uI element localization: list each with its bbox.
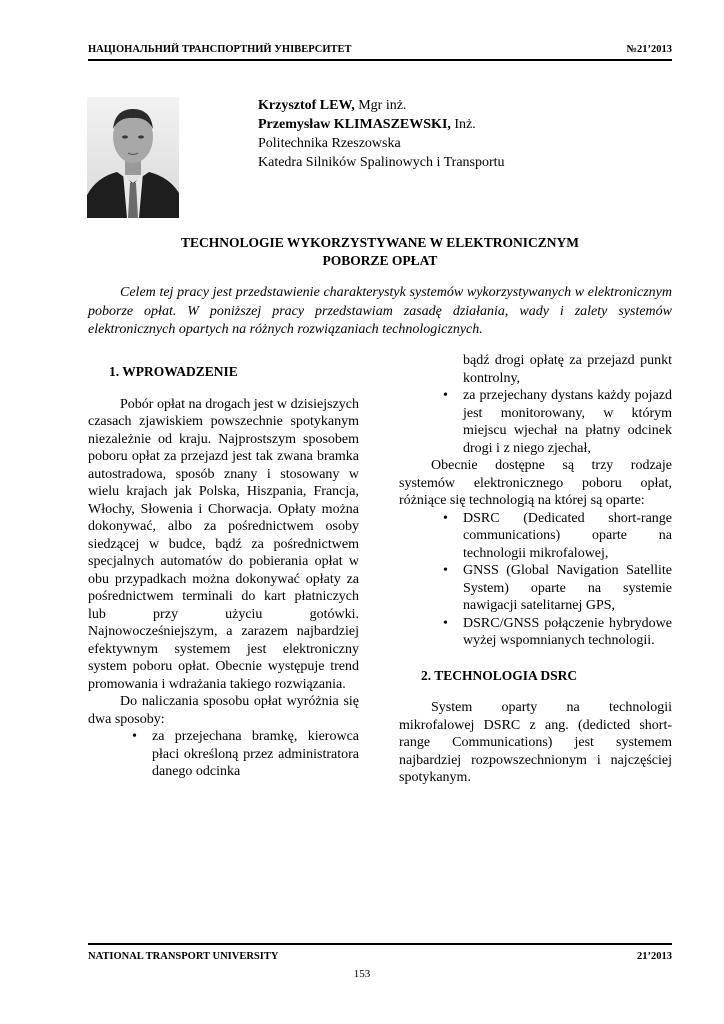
list-item — [88, 728, 359, 781]
footer-rule — [88, 943, 672, 948]
billing-methods-list — [88, 728, 359, 781]
section-1-paragraph-2: Do naliczania sposobu opłat wyróżnia się dwa sposoby: — [88, 694, 359, 727]
bullet-icon: • — [443, 563, 448, 578]
affiliation: Politechnika Rzeszowska — [258, 136, 401, 151]
section-1-paragraph-3: Obecnie dostępne są trzy rodzaje systemów elektronicznego poboru opłat, różniące się technologią na której są oparte: — [399, 458, 672, 508]
section-2-paragraph-1: System oparty na technologii mikrofalowej DSRC z ang. (dedicted short-range Communications) jest systemem najbardziej rozpowszechnionym i najczęściej spotykanym. — [399, 700, 672, 785]
technology-hybrid: DSRC/GNSS połączenie hybrydowe wyżej wspomnianych technologii. — [463, 615, 672, 648]
billing-method-1-continued: bądź drogi opłatę za przejazd punkt kontrolny, — [463, 353, 672, 386]
bullet-icon: • — [132, 729, 137, 744]
left-column — [88, 363, 359, 781]
section-1-paragraph-1: Pobór opłat na drogach jest w dzisiejszych czasach zjawiskiem powszechnie spotykanym niezależnie od kraju. Najprostszym sposobem poboru opłat za przejazd jest tak zwana bramka autostradowa, sposób znany i stosowany w wielu krajach jak Polska, Hiszpania, Francja, Włochy, Słowenia i Chorwacja. Opłaty można dokonywać, albo za pośrednictwem osoby siedzącej w budce, bądź za pośrednictwem specjalnych automatów do pobierania opłat w obu przypadkach można dokonywać opłaty za pośrednictwem terminali do kart płatniczych lub przy użyciu gotówki. Najnowocześniejszym, a zarazem najbardziej efektywnym systemem jest elektroniczny system poboru opłat. Obecnie występuje trend promowania i wdrażania takiego rozwiązania. — [88, 396, 359, 692]
author-2-title: Inż. — [450, 117, 476, 132]
list-item — [399, 615, 672, 650]
list-item — [399, 510, 672, 563]
billing-method-2: za przejechany dystans każdy pojazd jest monitorowany, w którym miejscu wjechał na płatny odcinek drogi i z niego zjechał, — [463, 388, 672, 456]
list-item — [399, 387, 672, 457]
author-portrait-image — [87, 97, 179, 218]
running-header — [88, 41, 672, 59]
author-2 — [258, 115, 505, 134]
header-rule — [88, 59, 672, 64]
billing-method-1: za przejechana bramkę, kierowca płaci określoną przez administratora danego odcinka — [152, 729, 359, 779]
paper-title — [88, 234, 672, 270]
author-2-name: Przemysław KLIMASZEWSKI, — [258, 117, 451, 132]
section-2-heading: 2. TECHNOLOGIA DSRC — [421, 667, 578, 683]
list-item — [399, 562, 672, 615]
department: Katedra Silników Spalinowych i Transportu — [258, 155, 505, 170]
author-block — [258, 96, 505, 172]
title-line-1: TECHNOLOGIE WYKORZYSTYWANE W ELEKTRONICZNYM — [181, 235, 579, 250]
title-line-2: POBORZE OPŁAT — [322, 253, 438, 268]
header-university: НАЦІОНАЛЬНИЙ ТРАНСПОРТНИЙ УНІВЕРСИТЕТ — [88, 44, 352, 55]
bullet-icon: • — [443, 615, 448, 631]
technology-dsrc: DSRC (Dedicated short-range communications) oparte na technologii mikrofalowej, — [463, 510, 672, 561]
author-1 — [258, 96, 505, 115]
technology-list — [399, 510, 672, 650]
right-column — [399, 352, 672, 787]
technology-gnss: GNSS (Global Navigation Satellite System) oparte na systemie nawigacji satelitarnej GPS, — [463, 563, 672, 613]
section-1-heading: 1. WPROWADZENIE — [109, 364, 238, 379]
author-1-name: Krzysztof LEW, — [258, 98, 355, 113]
footer-university: NATIONAL TRANSPORT UNIVERSITY — [88, 951, 279, 962]
header-issue: №21’2013 — [626, 44, 672, 55]
author-photo — [87, 97, 179, 218]
bullet-icon: • — [443, 510, 448, 526]
author-1-title: Mgr inż. — [354, 98, 407, 113]
footer-issue: 21’2013 — [637, 951, 672, 962]
abstract: Celem tej pracy jest przedstawienie charakterystyk systemów wykorzystywanych w elektronicznym poborze opłat. W poniższej pracy przedstawiam zasadę działania, wady i zalety systemów elektronicznych opartych na różnych rozwiązaniach technologicznych. — [88, 285, 672, 337]
billing-methods-list-continued — [399, 387, 672, 457]
bullet-icon: • — [443, 388, 448, 403]
page-number: 153 — [353, 968, 371, 980]
